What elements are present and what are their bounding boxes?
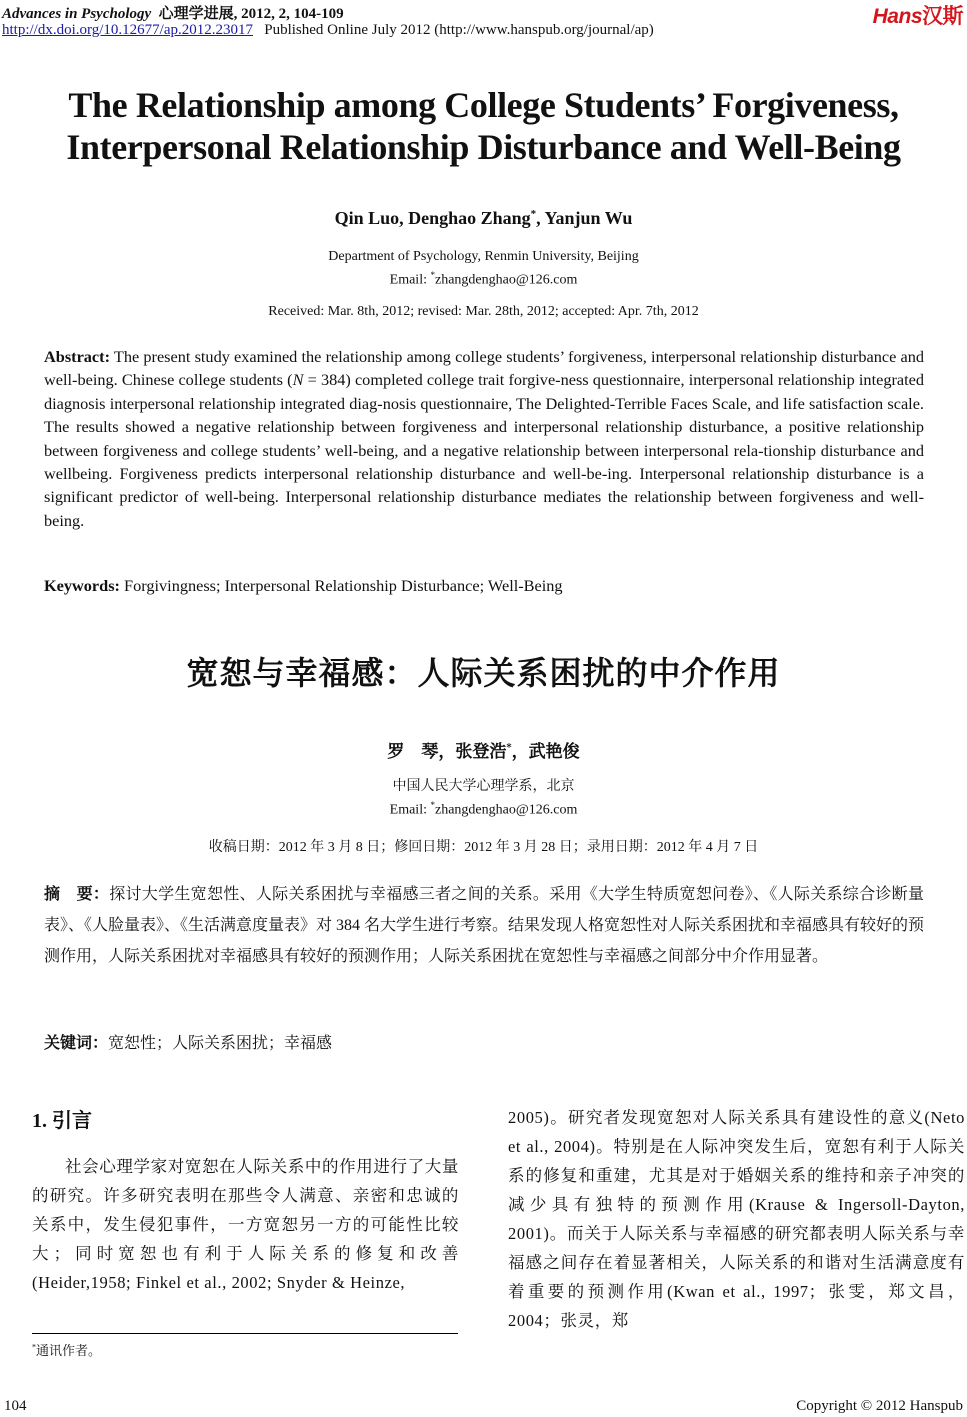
authors-text-rest: , Yanjun Wu (536, 208, 633, 228)
section-number: 1. (32, 1110, 52, 1132)
cn-email-line (0, 796, 967, 820)
abstract-text-1: The present study examined the relationship among college students’ forgiveness, interpersonal relationship disturbance and well-being. Chinese college students ( (44, 347, 924, 390)
section-title: 引言 (52, 1108, 92, 1132)
published-online: Published Online July 2012 (http://www.hanspub.org/journal/ap) (264, 22, 654, 38)
footnote (32, 1340, 101, 1359)
cn-email-mark: * (430, 800, 435, 810)
cn-email-label: Email: (389, 802, 431, 818)
corresponding-mark: * (530, 208, 537, 220)
cn-keywords-text: 宽恕性；人际关系困扰；幸福感 (108, 1035, 333, 1052)
chinese-dates: 收稿日期：2012 年 3 月 8 日；修回日期：2012 年 3 月 28 日；录用日期：2012 年 4 月 7 日 (208, 840, 759, 855)
cn-corresponding-mark: * (506, 742, 512, 754)
hanspub-logo (873, 0, 963, 30)
email-address: zhangdenghao@126.com (434, 272, 578, 288)
section-heading (32, 1104, 92, 1133)
chinese-title: 宽恕与幸福感：人际关系困扰的中介作用 (186, 654, 781, 692)
doi-link[interactable]: http://dx.doi.org/10.12677/ap.2012.23017 (2, 22, 253, 38)
authors-text: Qin Luo, Denghao Zhang (334, 208, 531, 228)
english-keywords (44, 576, 563, 596)
chinese-authors (0, 737, 967, 762)
english-dates: Received: Mar. 8th, 2012; revised: Mar. 28th, 2012; accepted: Apr. 7th, 2012 (268, 304, 699, 319)
page-number: 104 (4, 1398, 27, 1414)
cn-authors-text: 罗 琴，张登浩 (387, 742, 507, 762)
affiliation-text: Department of Psychology, Renmin University, Beijing (328, 249, 639, 264)
cn-keywords-label: 关键词： (44, 1033, 109, 1052)
english-authors (0, 208, 967, 229)
email-label: Email: (389, 272, 431, 288)
chinese-keywords (44, 1030, 332, 1053)
copyright: Copyright © 2012 Hanspub (796, 1398, 963, 1414)
cn-abstract-text: 探讨大学生宽恕性、人际关系困扰与幸福感三者之间的关系。采用《大学生特质宽恕问卷》、《人际关系综合诊断量表》、《人脸量表》、《生活满意度量表》对 384 名大学生进行考察。结果发现人格宽恕性对人际关系困扰和幸福感具有较好的预测作用，人际关系困扰对幸福感具有较好的预测作用；人际关系困扰在宽恕性与幸福感之间部分中介作用显著。 (44, 886, 925, 965)
logo-cn: 汉斯 (922, 5, 963, 28)
body-left-column: 社会心理学家对宽恕在人际关系中的作用进行了大量的研究。许多研究表明在那些令人满意、亲密和忠诚的关系中，发生侵犯事件，一方宽恕另一方的可能性比较大；同时宽恕也有利于人际关系的修复和改善(Heider,1958; Finkel et al., 2002; Snyder & Heinze, (32, 1157, 459, 1292)
english-title (0, 84, 967, 168)
english-abstract (44, 345, 924, 532)
cn-affiliation-text: 中国人民大学心理学系，北京 (392, 779, 575, 794)
cn-authors-text-rest: ，武艳俊 (511, 742, 580, 762)
email-mark: * (430, 270, 435, 280)
journal-header (2, 2, 344, 23)
abstract-n: N (292, 370, 304, 390)
english-affiliation (0, 248, 967, 290)
logo-latin: Hans (872, 5, 922, 28)
cn-email-address: zhangdenghao@126.com (434, 802, 578, 818)
doi-line (2, 22, 654, 39)
journal-cn-volume: 心理学进展, 2012, 2, 104-109 (158, 6, 344, 22)
body-right-column: 2005)。研究者发现宽恕对人际关系具有建设性的意义(Neto et al., 2004)。特别是在人际冲突发生后，宽恕有利于人际关系的修复和重建，尤其是对于婚姻关系的维持和亲子冲突的减少具有独特的预测作用(Krause & Ingersoll-Dayton, 2001)。而关于人际关系与幸福感的研究都表明人际关系与幸福感之间存在着显著相关，人际关系的和谐对生活满意度有着重要的预测作用(Kwan et al., 1997；张雯，郑文昌，2004；张灵，郑 (508, 1108, 965, 1330)
keywords-label: Keywords: (44, 576, 120, 595)
footnote-text: 通讯作者。 (36, 1343, 102, 1358)
footnote-divider (32, 1333, 458, 1334)
email-line (0, 266, 967, 290)
keywords-text: Forgivingness; Interpersonal Relationship Disturbance; Well-Being (119, 576, 563, 595)
chinese-affiliation (0, 778, 967, 820)
chinese-abstract (44, 878, 924, 972)
abstract-text-2: = 384) completed college trait forgive-ness questionnaire, interpersonal relationship integrated diagnosis interpersonal relationship integrated diag-nosis questionnaire, The Delighted-Terrible Faces Scale, and life satisfaction scale. The results showed a negative relationship between forgiveness and interpersonal relationship disturbance, a positive relationship between forgiveness and college students’ well-being, and a negative relationship between interpersonal rela-tionship disturbance and wellbeing. Forgiveness predicts interpersonal relationship disturbance and well-be-ing. Interpersonal relationship disturbance is a significant predictor of well-being. Interpersonal relationship disturbance mediates the relationship between forgiveness and well-being. (44, 370, 924, 530)
english-title-line-2: Interpersonal Relationship Disturbance and Well-Being (66, 127, 901, 167)
journal-name: Advances in Psychology (2, 6, 152, 22)
cn-abstract-label: 摘 要： (44, 884, 110, 903)
abstract-label: Abstract: (44, 347, 111, 366)
footnote-mark: * (32, 1342, 36, 1352)
english-title-line-1: The Relationship among College Students’ Forgiveness, (68, 85, 899, 125)
